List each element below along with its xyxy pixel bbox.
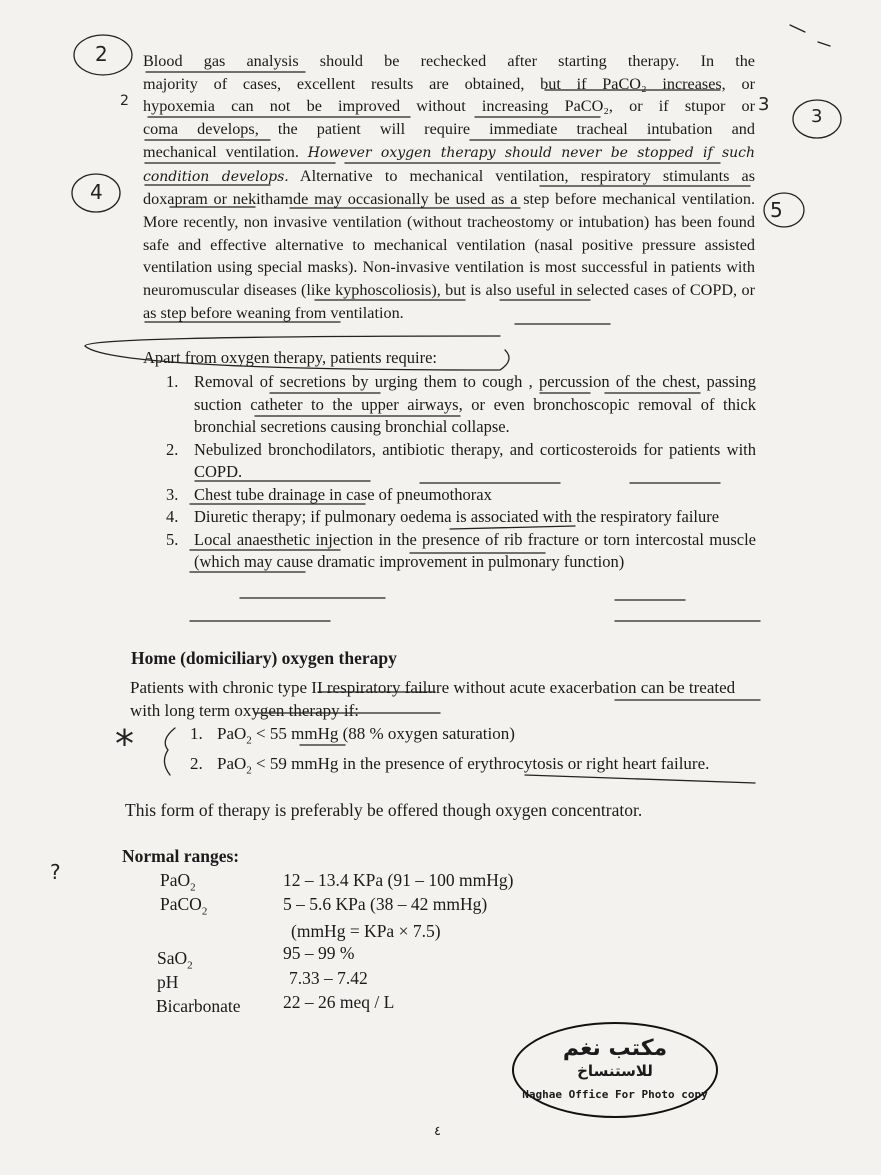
stamp-english: Naghae Office For Photo copy <box>522 1088 708 1101</box>
range-value: 22 – 26 meq / L <box>283 992 395 1012</box>
para-line: coma develops, the patient will require immediate tracheal intubation and <box>143 120 755 139</box>
circled-number: 3 <box>811 106 823 127</box>
requirements-list <box>166 371 756 574</box>
section-heading: Home (domiciliary) oxygen therapy <box>131 648 397 668</box>
list-item: 1. PaO$_2$ < 55 mmHg (88 % oxygen saturation) <box>190 724 515 747</box>
brace <box>164 728 175 775</box>
circled-number: 4 <box>90 180 103 204</box>
para-line: hypoxemia can not be improved without increasing PaCO₂, or if stupor or <box>143 97 755 116</box>
range-value: 5 – 5.6 KPa (38 – 42 mmHg) <box>283 894 488 914</box>
criteria-list <box>190 722 765 783</box>
intro-paragraph <box>143 50 755 324</box>
list-item: 1. Removal of secretions by urging them to cough , percussion of the chest, passing suction catheter to the upper airways, or even bronchoscopic removal of thick bronchial secretions causing bronchial collapse. <box>166 372 756 436</box>
list-item: 4. Diuretic therapy; if pulmonary oedema is associated with the respiratory failure <box>166 507 720 526</box>
para-rest: Alternative to mechanical ventilation, respiratory stimulants as doxapram or nekithamde may occasionally be used as a step before mechanical ventilation. More recently, non invasive ventilation (without tracheostomy or intubation) has been found safe and effective alternative to mechanical ventilation (nasal positive pressure assisted ventilation using special masks). Non-invasive ventilation is most successful in patients with neuromuscular diseases (like kyphoscoliosis), but is also useful in selected cases of COPD, or as step before weaning from ventilation. <box>143 166 755 322</box>
margin-number: 3 <box>758 94 770 115</box>
para-line: mechanical ventilation. <box>143 142 299 161</box>
para-line: Blood gas analysis should be rechecked after starting therapy. In the <box>143 52 755 70</box>
para-line: majority of cases, excellent results are obtained, but if PaCO₂ increases, or <box>143 74 755 93</box>
range-value: 7.33 – 7.42 <box>289 968 368 988</box>
star-mark: * <box>115 722 134 766</box>
list-item: 5. Local anaesthetic injection in the presence of rib fracture or torn intercostal muscle (which may cause dramatic improvement in pulmonary function) <box>166 529 756 571</box>
para-italic: However oxygen therapy should never be stopped if such condition develops. <box>143 144 756 185</box>
range-value: 12 – 13.4 KPa (91 – 100 mmHg) <box>283 870 514 890</box>
range-name: SaO$_2$ <box>157 948 193 972</box>
circled-number: 5 <box>770 198 783 222</box>
circled-number: 2 <box>95 42 108 66</box>
home-paragraph: Patients with chronic type II respiratory failure without acute exacerbation can be treated with long term oxygen therapy if: <box>130 678 736 720</box>
range-name: PaO$_2$ <box>160 870 196 894</box>
range-name: pH <box>157 972 179 992</box>
office-stamp <box>512 1022 718 1118</box>
page-number: ٤ <box>434 1124 441 1139</box>
stamp-arabic-bottom: للاستنساخ <box>577 1062 653 1080</box>
list-item: 2. PaO$_2$ < 59 mmHg in the presence of erythrocytosis or right heart failure. <box>190 754 710 777</box>
apart-text: Apart from oxygen therapy, patients require: <box>143 348 437 367</box>
range-name: PaCO$_2$ <box>160 894 208 918</box>
stamp-arabic-top: مكتب نغم <box>562 1036 668 1061</box>
list-item: 2. Nebulized bronchodilators, antibiotic therapy, and corticosteroids for patients with COPD. <box>166 439 756 481</box>
range-value: 95 – 99 % <box>283 943 355 963</box>
bracket <box>85 336 500 346</box>
question-mark: ? <box>50 860 61 884</box>
margin-number: 2 <box>120 93 129 109</box>
normal-ranges-heading: Normal ranges: <box>122 846 240 866</box>
range-name: Bicarbonate <box>156 996 241 1016</box>
list-item: 3. Chest tube drainage in case of pneumothorax <box>166 484 492 504</box>
form-text: This form of therapy is preferably be offered though oxygen concentrator. <box>125 800 643 820</box>
pen-marks <box>790 25 830 46</box>
range-note: (mmHg = KPa × 7.5) <box>291 921 441 941</box>
